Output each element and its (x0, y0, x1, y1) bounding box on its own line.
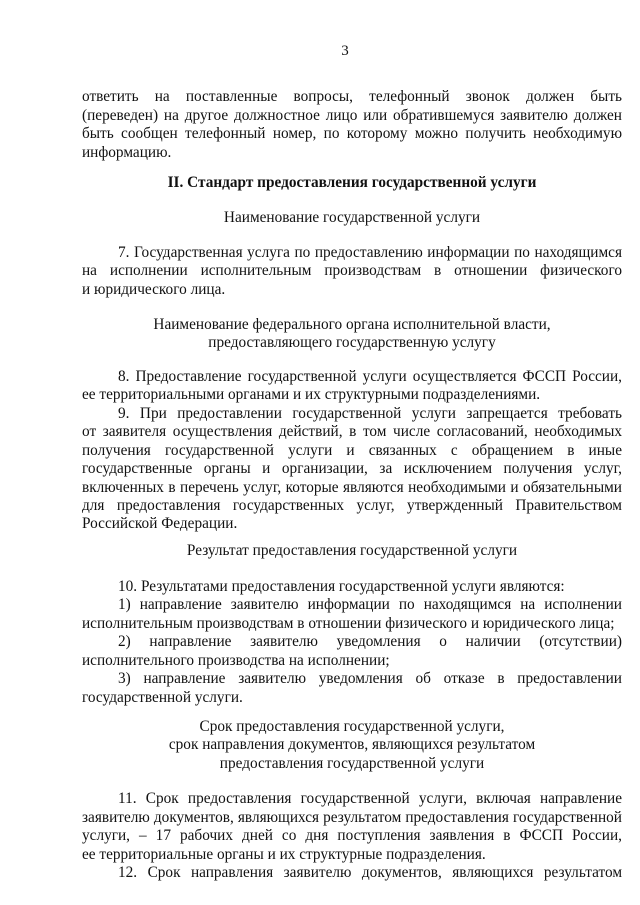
paragraph-line: и юридического лица. (82, 281, 226, 298)
paragraph-line: 11. Срок предоставления государственной услуги, включая направление (118, 790, 622, 807)
section-heading: предоставления государственной услуги (219, 755, 485, 772)
paragraph-line: 2) направление заявителю уведомления о наличии (отсутствии) (118, 633, 622, 650)
paragraph-line: для предоставления государственных услуг, утвержденный Правительством (82, 497, 622, 514)
paragraph-line: государственные органы и организации, за исключением получения услуг, (82, 460, 622, 477)
paragraph-line: заявителю документов, являющихся результатом предоставления государственной (82, 809, 622, 826)
paragraph-line: от заявителя осуществления действий, в том числе согласований, необходимых (82, 423, 622, 440)
paragraph-line: ответить на поставленные вопросы, телефонный звонок должен быть (82, 88, 622, 105)
paragraph-line: информацию. (82, 144, 172, 161)
paragraph-line: быть сообщен телефонный номер, по которому можно получить необходимую (82, 125, 622, 142)
paragraph-line: 9. При предоставлении государственной услуги запрещается требовать (118, 405, 622, 422)
paragraph-line: (переведен) на другое должностное лицо или обратившемуся заявителю должен (82, 107, 622, 124)
paragraph-line: 3) направление заявителю уведомления об отказе в предоставлении (118, 670, 622, 687)
paragraph-line: 12. Срок направления заявителю документов, являющихся результатом (118, 864, 622, 881)
paragraph-line: получения государственной услуги и связанных с обращением в иные (82, 442, 622, 459)
paragraph-line: государственной услуги. (82, 689, 243, 706)
paragraph-line: ее территориальные органы и их структурные подразделения. (82, 846, 486, 863)
section-heading: Наименование федерального органа исполнительной власти, (153, 316, 551, 333)
section-heading: срок направления документов, являющихся результатом (168, 736, 536, 753)
section-heading: II. Стандарт предоставления государственной услуги (167, 174, 537, 191)
page-number: 3 (341, 43, 349, 59)
section-heading: предоставляющего государственную услугу (208, 334, 496, 351)
paragraph-line: 8. Предоставление государственной услуги осуществляется ФССП России, (118, 368, 622, 385)
paragraph-line: ее территориальными органами и их структурными подразделениями. (82, 386, 541, 403)
paragraph-line: исполнительным производствам в отношении физического и юридического лица; (82, 615, 615, 632)
paragraph-line: исполнительного производства на исполнении; (82, 652, 390, 669)
paragraph-line: на исполнении исполнительным производствам в отношении физического (82, 262, 622, 279)
paragraph-line: включенных в перечень услуг, которые являются необходимыми и обязательными (82, 479, 622, 496)
paragraph-line: 1) направление заявителю информации по находящимся на исполнении (118, 596, 622, 613)
section-heading: Срок предоставления государственной услуги, (199, 718, 505, 735)
paragraph-line: Российской Федерации. (82, 515, 238, 532)
paragraph-line: услуги, – 17 рабочих дней со дня поступления заявления в ФССП России, (82, 827, 622, 844)
paragraph-line: 7. Государственная услуга по предоставлению информации по находящимся (118, 244, 622, 261)
paragraph-line: 10. Результатами предоставления государственной услуги являются: (118, 578, 565, 595)
section-heading: Наименование государственной услуги (223, 209, 481, 226)
section-heading: Результат предоставления государственной услуги (186, 542, 518, 559)
